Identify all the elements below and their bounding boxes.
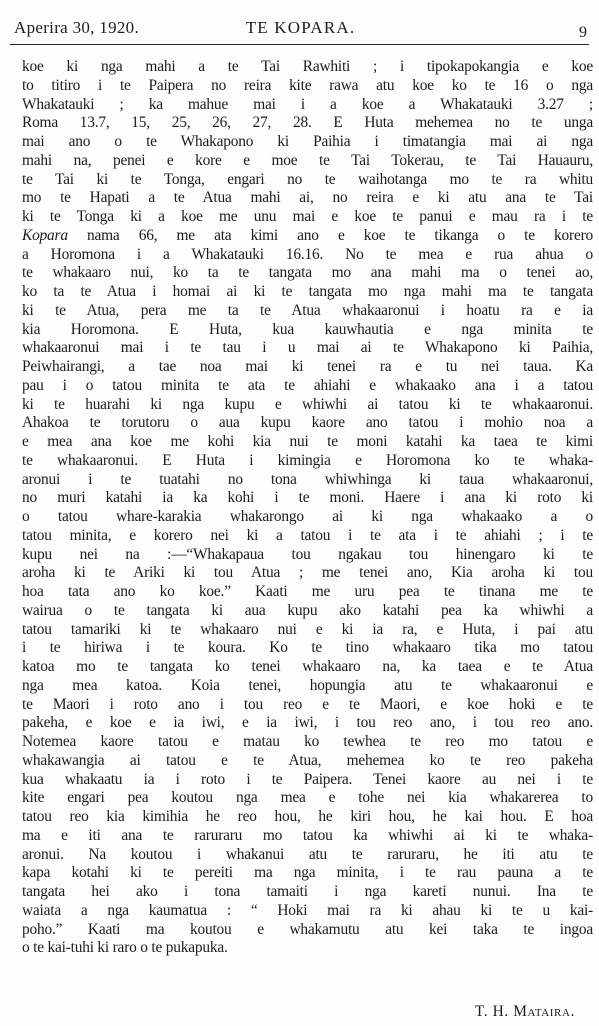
text-line: poho.” Kaati ma koutou e whakamutu atu kei taka te ingoa [22,920,593,938]
text-line: kite engari pea koutou nga mea e tohe nei kia whakarerea to [22,789,593,807]
text-line: te Maori i roto ano i tou reo e te Maori, e koe hoki e te [22,695,593,713]
text-line: Whakatauki ; ka mahue mai i a koe a Whakatauki 3.27 ; [22,95,593,113]
text-line: te whakaaro nui, ko ta te tangata mo ana mahi ma o tenei ao, [22,264,593,282]
text-line: Ahakoa te torutoru o aua kupu kaore ano tatou i mohio noa a [22,414,593,432]
text-line: pau i o tatou minita te ata te ahiahi e whakaako ana i a tatou [22,376,593,394]
text-line: katoa mo te tangata ko tenei whakaaro na, ka taea e te Atua [22,658,593,675]
text-line: Notemea kaore tatou e matau ko tewhea te reo mo tatou e [22,733,593,750]
text-line: whakaaronui mai i te tau i u mai ai te Whakapono ki Paihia, [22,339,593,357]
publication-title: TE KOPARA. [245,18,356,37]
page-number: 9 [579,24,587,41]
text-line: wairua o te tangata ki aua kupu ako katahi pea ka whiwhi a [22,601,593,619]
text-line: ko ta te Atua i homai ai ki te tangata mo nga mahi ma te tangata [22,283,593,300]
text-line: whakawangia ai tatou e te Atua, mehemea ko te reo pakeha [22,751,593,769]
text-line: o te kai-tuhi ki raro o te pukapuka. [22,939,228,957]
article-body [22,58,593,958]
text-line: o tatou whare-karakia whakarongo ai ki nga whakaako a o [22,508,593,525]
text-line: no muri katahi ia ka kohi i te moni. Haere i ana ki roto ki [22,489,593,507]
text-line: aronui i te tuatahi no tona whiwhinga ki taua whakaaronui, [22,470,593,488]
text-line: te Tai ki te Tonga, engari no te waihotanga mo te ra whitu [22,170,593,188]
text-line: hoa tata ano ko koe.” Kaati me uru pea te tinana me te [22,583,593,600]
text-line: koe ki nga mahi a te Tai Rawhiti ; i tipokapokangia e koe [22,58,593,75]
text-line: ki te Atua, pera me ta te Atua whakaaronui i hoatu ra e ia [22,301,593,319]
text-line: Peiwhairangi, a tae noa mai ki tenei ra e tu nei taua. Ka [22,358,593,375]
text-line: kupu nei na :—“Whakapaua tou ngakau tou hinengaro ki te [22,545,593,563]
text-line: tangata hei ako i tona tamaiti i nga kareti nunui. Ina te [22,883,593,900]
author-signature: T. H. Mataira. [474,1003,575,1020]
text-line: aronui. Na koutou i whakanui atu te raruraru, he iti atu te [22,845,593,863]
text-line: mahi na, penei e kore e moe te Tai Tokerau, te Tai Hauauru, [22,151,593,169]
text-line: kua whakaatu ia i roto i te Paipera. Tenei kaore au nei i te [22,770,593,788]
text-line: aroha ki te Ariki ki tou Atua ; me tenei ano, Kia aroha ki tou [22,564,593,582]
text-line: tatou reo kia kimihia he reo hou, he kiri hou, he kai hou. E hoa [22,808,593,825]
text-line: Kopara nama 66, me ata kimi ano e koe te tikanga o te korero [22,226,593,244]
text-line: to titiro i te Paipera no reira kite rawa atu koe ko te 16 o nga [22,76,593,94]
header-rule [10,44,589,45]
text-line: Roma 13.7, 15, 25, 26, 27, 28. E Huta mehemea no te unga [22,114,593,132]
text-line: mo te Hapati a te Atua mahi ai, no reira e ki atu ana te Tai [22,189,593,207]
text-line: kapa kotahi ki te pereiti ma nga minita, i te rau pauna a te [22,864,593,882]
text-line: kia Horomona. E Huta, kua kauwhautia e nga minita te [22,320,593,338]
text-line: a Horomona i a Whakatauki 16.16. No te mea e rua ahua o [22,245,593,263]
text-line: mai ano o te Whakapono ki Paihia i timatangia mai ai nga [22,133,593,150]
italic-title: Kopara [22,226,68,244]
text-line: tatou tamariki ki te whakaaro nui e ki ia ra, e Huta, i pai atu [22,620,593,638]
text-line: ma e iti ana te raruraru mo tatou ka whiwhi ai ki te whaka- [22,826,593,844]
text-line: e mea ana koe me kohi kia nui te moni katahi ka taea te kimi [22,433,593,450]
text-line: ki te Tonga ki a koe me unu mai e koe te panui e mau ra i te [22,208,593,225]
text-line: nga mea katoa. Koia tenei, hopungia atu te whakaaronui e [22,676,593,694]
text-line: pakeha, e koe e ia iwi, e ia iwi, i tou reo ano, i tou reo ano. [22,714,593,732]
text-line: ki te huarahi ki nga kupu e whiwhi ai tatou ki te whakaaronui. [22,395,593,413]
text-line: te whakaaronui. E Huta i kimingia e Horomona ko te whaka- [22,451,593,469]
text-line: i te hiriwa i te koura. Ko te tino whakaaro tika mo tatou [22,639,593,657]
running-head [14,18,587,42]
text-line: tatou minita, e korero nei ki a tatou i te ata i te ahiahi ; i te [22,526,593,544]
text-line: waiata a nga kaumatua : “ Hoki mai ra ki ahau ki te u kai- [22,901,593,919]
issue-date: Aperira 30, 1920. [14,18,140,37]
